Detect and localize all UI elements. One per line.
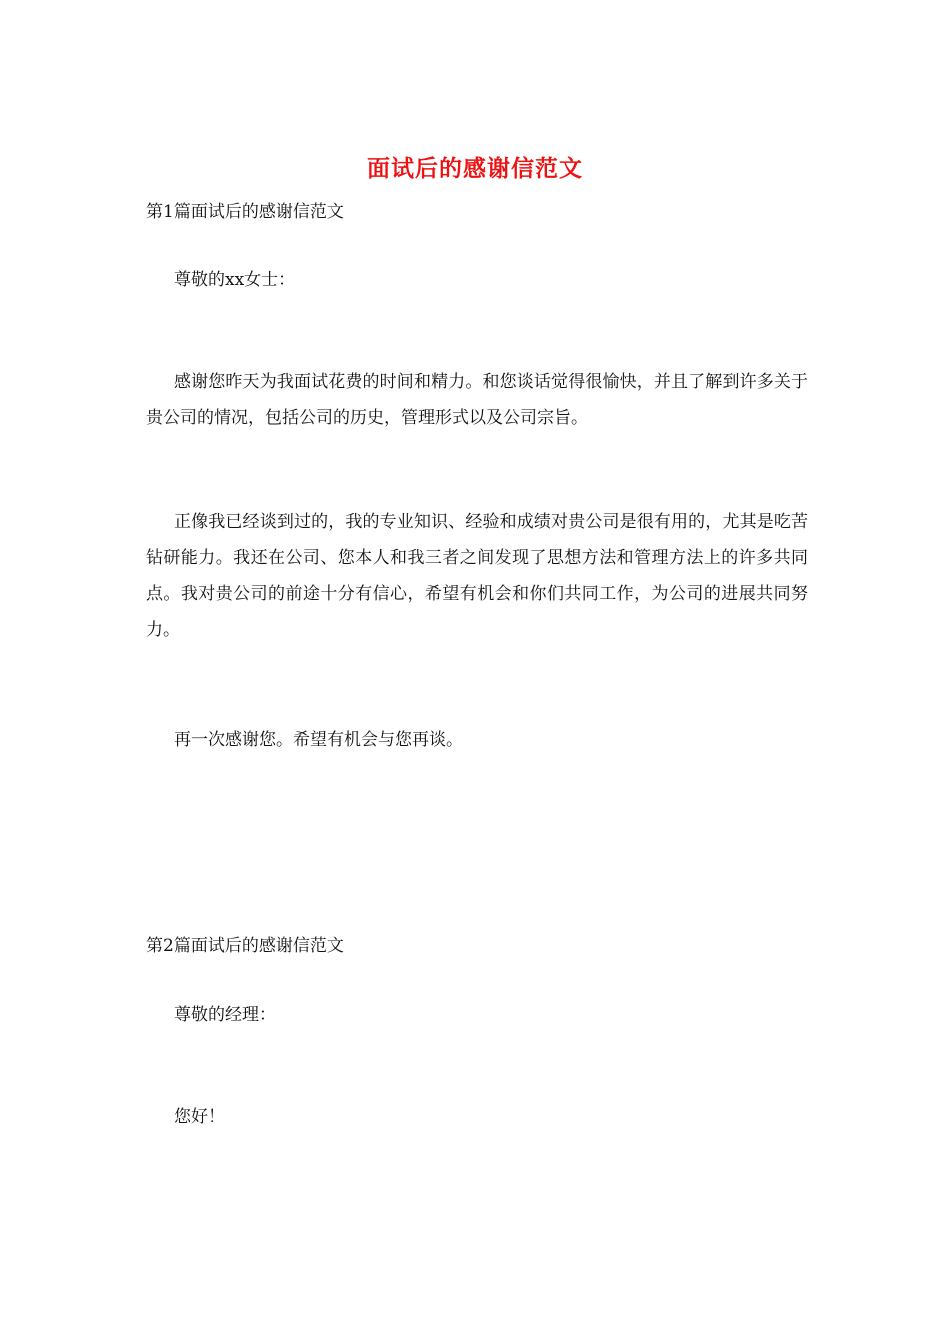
section-1-paragraph-1: 感谢您昨天为我面试花费的时间和精力。和您谈话觉得很愉快，并且了解到许多关于贵公司的情况，包括公司的历史，管理形式以及公司宗旨。: [146, 372, 808, 428]
section-2-heading: 第2篇面试后的感谢信范文: [146, 936, 344, 956]
section-1-paragraph-3: 再一次感谢您。希望有机会与您再谈。: [174, 730, 463, 750]
section-1-heading: 第1篇面试后的感谢信范文: [146, 202, 344, 222]
section-2-greeting: 您好！: [174, 1107, 225, 1127]
document-title: 面试后的感谢信范文: [367, 156, 583, 182]
section-1-paragraph-2: 正像我已经谈到过的，我的专业知识、经验和成绩对贵公司是很有用的，尤其是吃苦钻研能力。我还在公司、您本人和我三者之间发现了思想方法和管理方法上的许多共同点。我对贵公司的前途十分有信心，希望有机会和你们共同工作，为公司的进展共同努力。: [146, 512, 808, 640]
section-2-salutation: 尊敬的经理：: [174, 1005, 276, 1025]
section-1-salutation: 尊敬的xx女士：: [174, 270, 296, 290]
